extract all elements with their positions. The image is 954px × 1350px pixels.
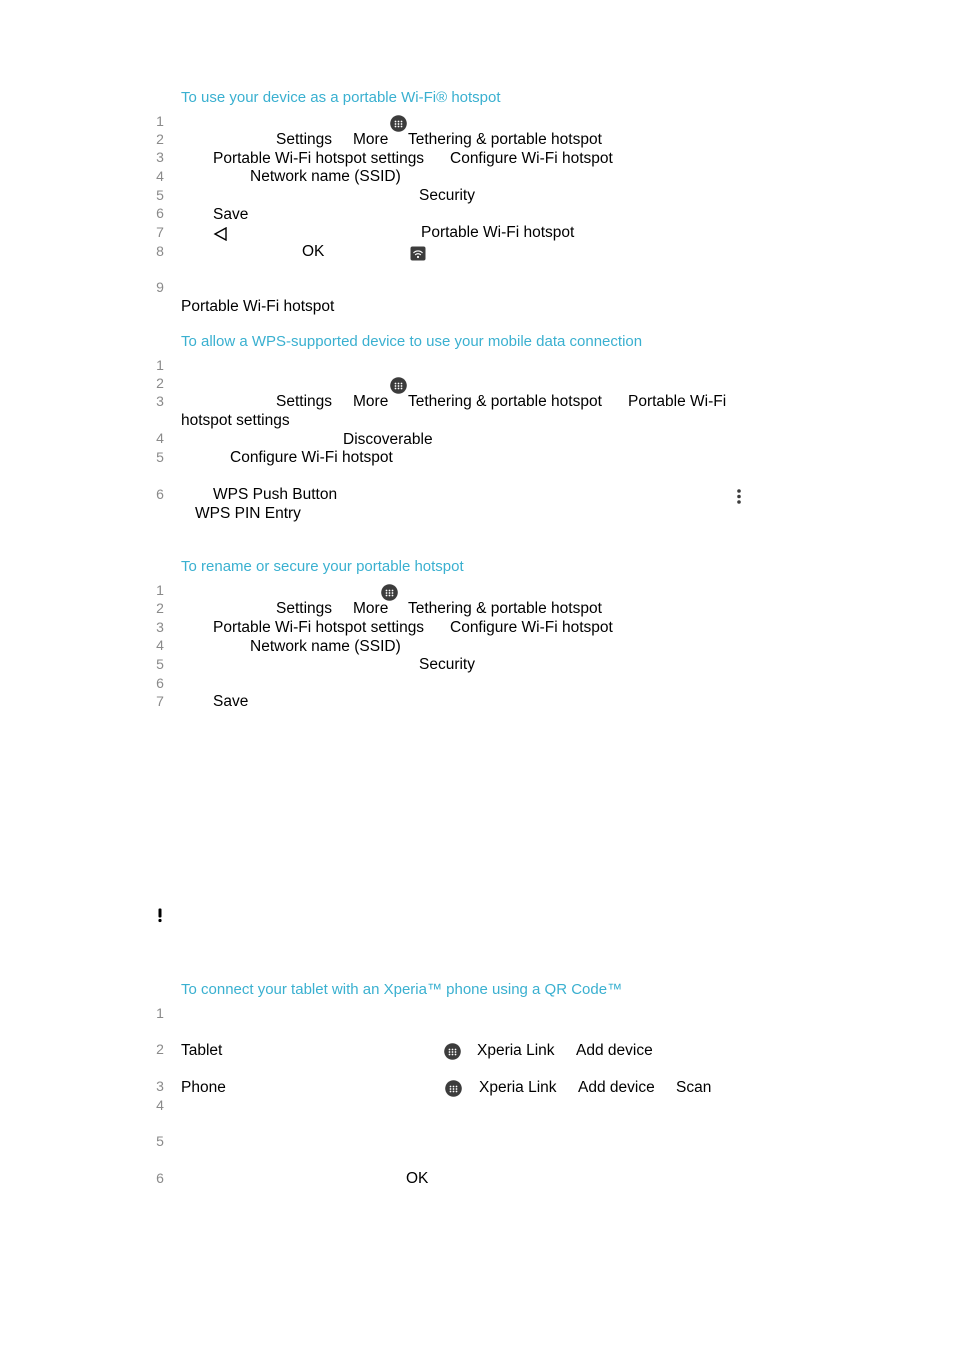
step-number: 4 bbox=[156, 637, 164, 653]
step-number: 7 bbox=[156, 693, 164, 709]
step-number: 9 bbox=[156, 279, 164, 295]
save-label: Save bbox=[213, 693, 249, 710]
step-number: 6 bbox=[156, 1170, 164, 1186]
configure-hotspot-label: Configure Wi-Fi hotspot bbox=[450, 150, 613, 167]
step-number: 5 bbox=[156, 1133, 164, 1149]
portable-hotspot-settings-label: Portable Wi-Fi hotspot settings bbox=[213, 619, 425, 636]
network-name-label: Network name (SSID) bbox=[250, 638, 401, 655]
apps-grid-icon bbox=[444, 1043, 461, 1065]
portable-hotspot-label: Portable Wi-Fi hotspot bbox=[421, 224, 575, 241]
step-number: 1 bbox=[156, 582, 164, 598]
security-label: Security bbox=[419, 187, 475, 204]
portable-hotspot-settings-label: Portable Wi-Fi hotspot settings bbox=[213, 150, 425, 167]
tablet-label: Tablet bbox=[181, 1042, 223, 1059]
settings-label: Settings bbox=[276, 600, 333, 617]
ok-label: OK bbox=[302, 243, 325, 260]
apps-grid-icon bbox=[390, 377, 407, 399]
more-label: More bbox=[353, 393, 389, 410]
step-number: 7 bbox=[156, 224, 164, 240]
more-label: More bbox=[353, 600, 389, 617]
configure-hotspot-label: Configure Wi-Fi hotspot bbox=[230, 449, 393, 466]
xperia-link-label: Xperia Link bbox=[479, 1079, 557, 1096]
step-number: 1 bbox=[156, 1005, 164, 1021]
settings-label: Settings bbox=[276, 131, 333, 148]
step-number: 5 bbox=[156, 656, 164, 672]
step-number: 4 bbox=[156, 1097, 164, 1113]
step-number: 4 bbox=[156, 430, 164, 446]
apps-grid-icon bbox=[390, 115, 407, 137]
overflow-menu-icon bbox=[735, 488, 743, 510]
exclamation-note-icon bbox=[157, 908, 163, 928]
add-device-label: Add device bbox=[578, 1079, 655, 1096]
apps-grid-icon bbox=[445, 1080, 462, 1102]
discoverable-label: Discoverable bbox=[343, 431, 433, 448]
step-number: 3 bbox=[156, 1078, 164, 1094]
hotspot-status-icon bbox=[410, 246, 426, 266]
section-heading-rename: To rename or secure your portable hotspot bbox=[181, 558, 464, 575]
step-number: 6 bbox=[156, 486, 164, 502]
phone-label: Phone bbox=[181, 1079, 226, 1096]
add-device-label: Add device bbox=[576, 1042, 653, 1059]
tethering-label: Tethering & portable hotspot bbox=[408, 600, 602, 617]
ok-label: OK bbox=[406, 1170, 429, 1187]
security-label: Security bbox=[419, 656, 475, 673]
step-number: 2 bbox=[156, 600, 164, 616]
tethering-label: Tethering & portable hotspot bbox=[408, 393, 602, 410]
hotspot-settings-label: hotspot settings bbox=[181, 412, 290, 429]
section-heading-qr-code: To connect your tablet with an Xperia™ phone using a QR Code™ bbox=[181, 981, 623, 998]
step-number: 3 bbox=[156, 619, 164, 635]
configure-hotspot-label: Configure Wi-Fi hotspot bbox=[450, 619, 613, 636]
portable-wifi-label: Portable Wi-Fi bbox=[628, 393, 727, 410]
step-number: 6 bbox=[156, 675, 164, 691]
more-label: More bbox=[353, 131, 389, 148]
back-triangle-icon bbox=[213, 227, 228, 246]
xperia-link-label: Xperia Link bbox=[477, 1042, 555, 1059]
portable-hotspot-label: Portable Wi-Fi hotspot bbox=[181, 298, 335, 315]
network-name-label: Network name (SSID) bbox=[250, 168, 401, 185]
step-number: 3 bbox=[156, 393, 164, 409]
step-number: 3 bbox=[156, 149, 164, 165]
step-number: 5 bbox=[156, 187, 164, 203]
step-number: 2 bbox=[156, 131, 164, 147]
step-number: 5 bbox=[156, 449, 164, 465]
wps-push-button-label: WPS Push Button bbox=[213, 486, 338, 503]
section-heading-wps: To allow a WPS-supported device to use your mobile data connection bbox=[181, 333, 643, 350]
step-number: 2 bbox=[156, 375, 164, 391]
save-label: Save bbox=[213, 206, 249, 223]
scan-label: Scan bbox=[676, 1079, 712, 1096]
step-number: 1 bbox=[156, 113, 164, 129]
step-number: 8 bbox=[156, 243, 164, 259]
step-number: 4 bbox=[156, 168, 164, 184]
step-number: 2 bbox=[156, 1041, 164, 1057]
settings-label: Settings bbox=[276, 393, 333, 410]
step-number: 1 bbox=[156, 357, 164, 373]
section-heading-portable-hotspot: To use your device as a portable Wi-Fi® hotspot bbox=[181, 89, 501, 106]
tethering-label: Tethering & portable hotspot bbox=[408, 131, 602, 148]
wps-pin-entry-label: WPS PIN Entry bbox=[195, 505, 301, 522]
step-number: 6 bbox=[156, 205, 164, 221]
